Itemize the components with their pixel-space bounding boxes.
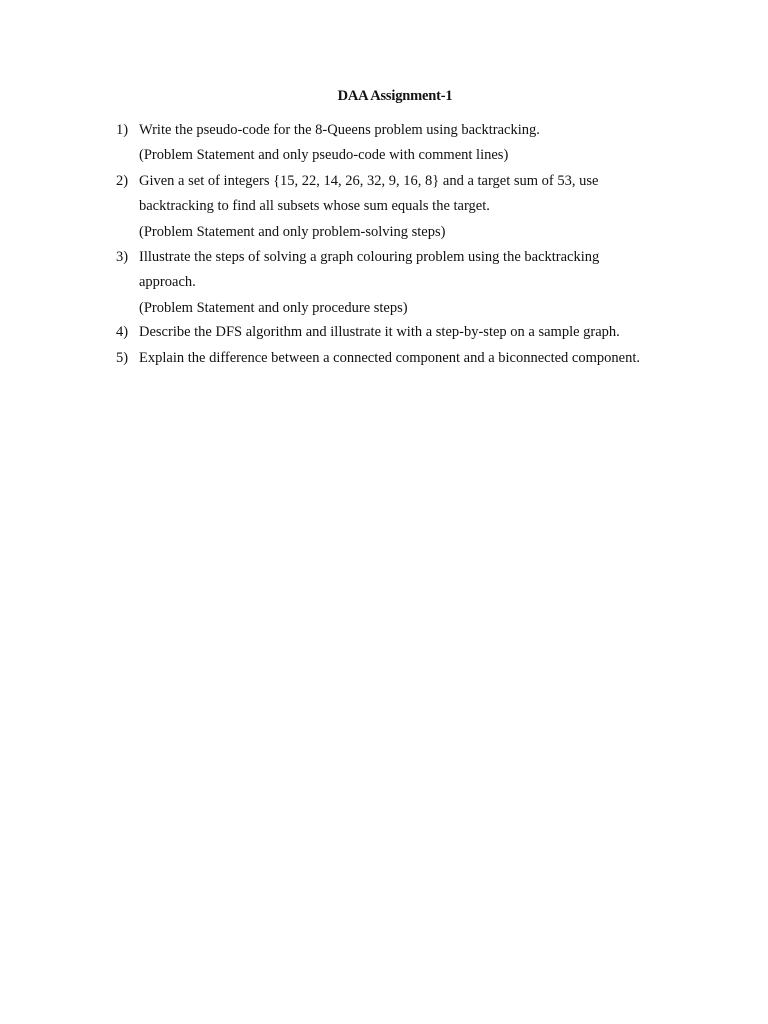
question-note: (Problem Statement and only procedure steps): [139, 299, 408, 316]
question-text: Illustrate the steps of solving a graph colouring problem using the backtracking: [139, 249, 600, 265]
question-note: (Problem Statement and only pseudo-code with comment lines): [139, 147, 509, 164]
question-text: Explain the difference between a connected component and a biconnected component.: [139, 350, 640, 366]
document-title: DAA Assignment-1: [337, 88, 453, 104]
question-number: 5): [116, 350, 129, 366]
question-text-continued: approach.: [139, 274, 196, 291]
question-text: Describe the DFS algorithm and illustrate it with a step-by-step on a sample graph.: [139, 324, 620, 340]
question-text: Write the pseudo-code for the 8-Queens problem using backtracking.: [139, 122, 540, 138]
question-3: [116, 245, 599, 321]
question-text: Given a set of integers {15, 22, 14, 26, 32, 9, 16, 8} and a target sum of 53, use: [139, 173, 599, 189]
question-2: [116, 169, 598, 245]
question-number: 3): [116, 249, 129, 265]
question-number: 4): [116, 324, 129, 340]
question-text-continued: backtracking to find all subsets whose sum equals the target.: [139, 198, 490, 215]
question-4: [116, 320, 620, 345]
question-number: 1): [116, 122, 129, 138]
question-1: [116, 118, 540, 169]
question-number: 2): [116, 173, 129, 189]
question-5: [116, 346, 640, 371]
question-note: (Problem Statement and only problem-solving steps): [139, 223, 446, 240]
